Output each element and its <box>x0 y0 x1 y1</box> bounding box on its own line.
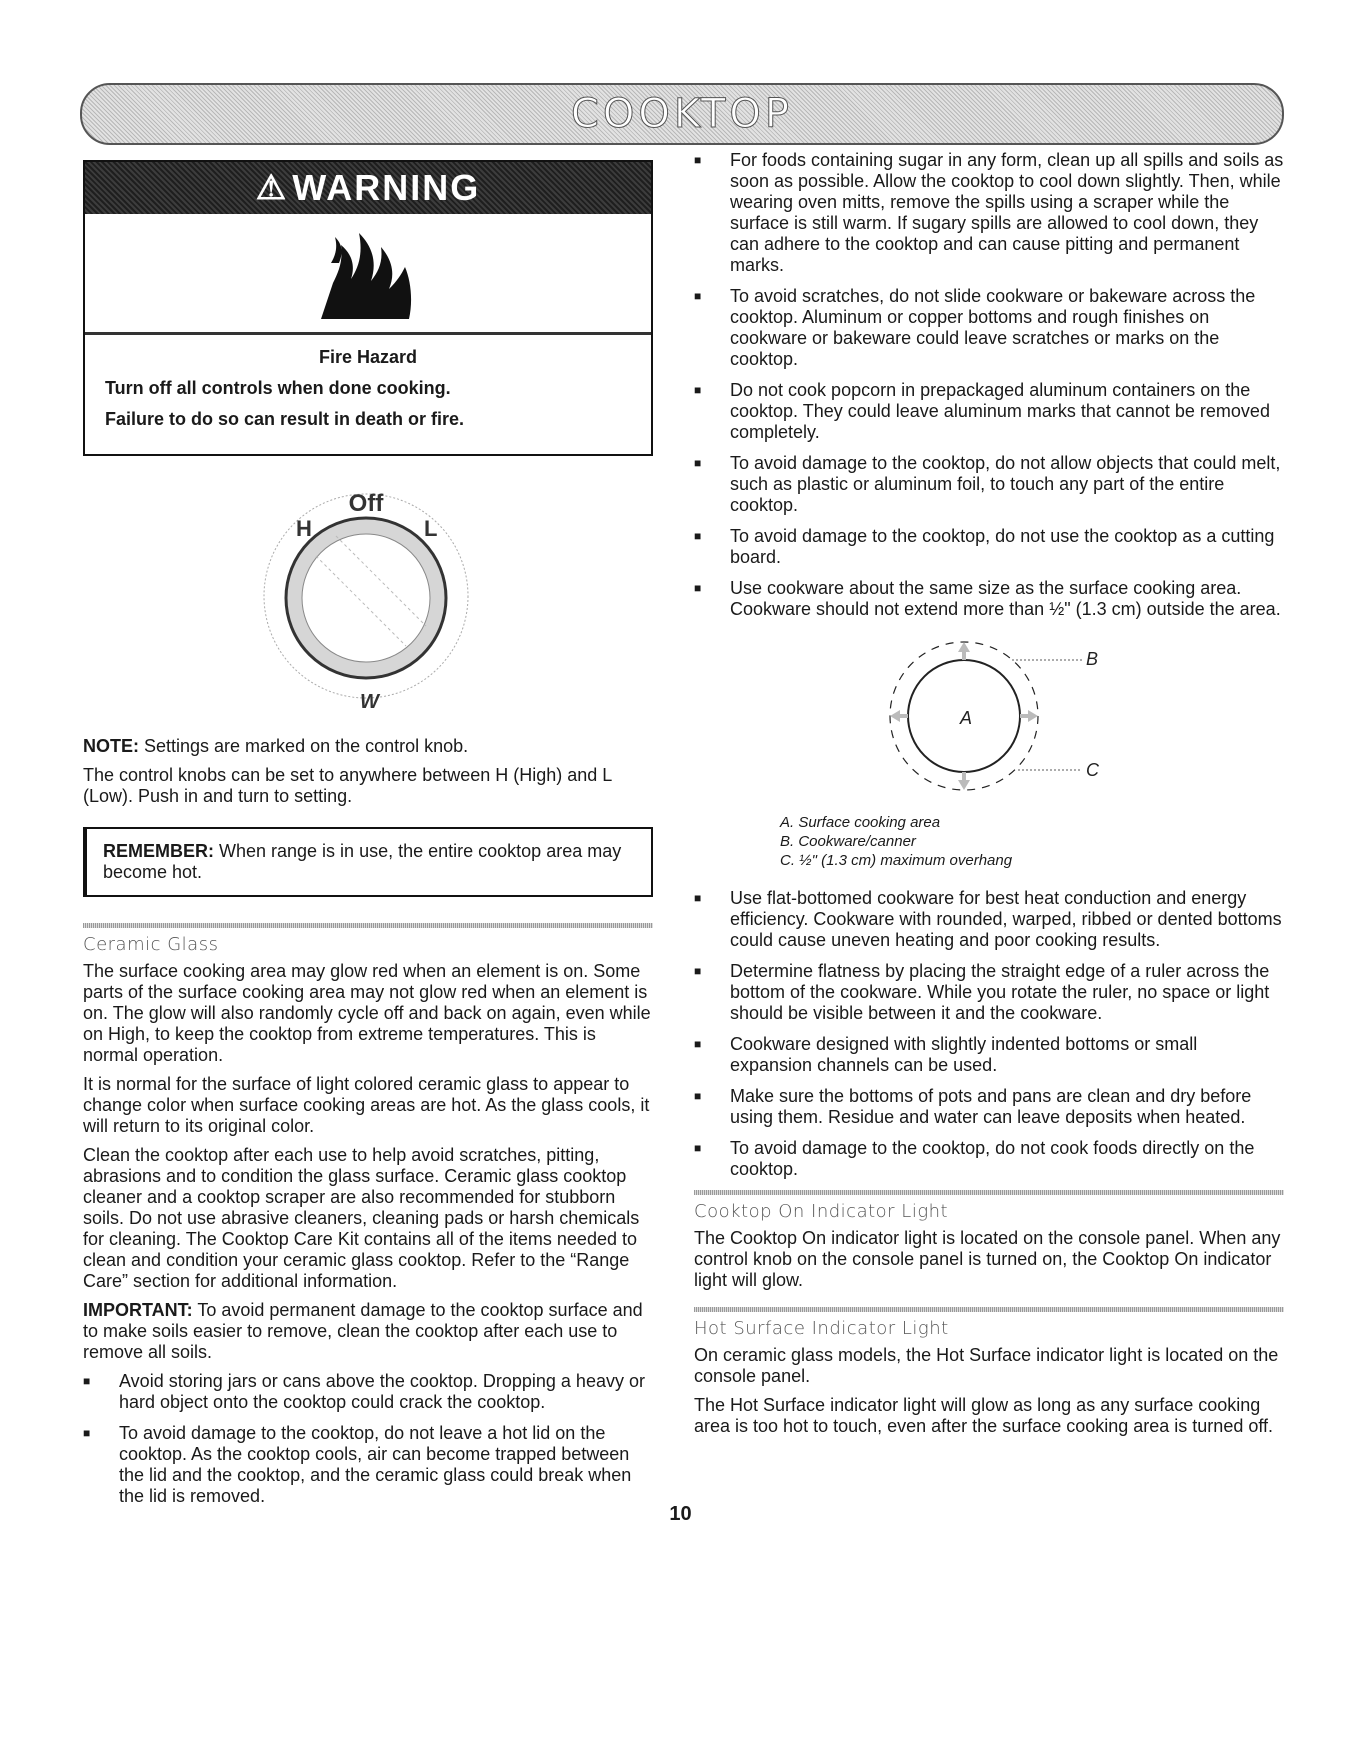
remember-text: When range is in use, the entire cooktop area may become hot. <box>103 841 622 882</box>
hot-surface-paragraph-2: The Hot Surface indicator light will glow as long as any surface cooking area is too hot to touch, even after the surface cooking area is turned off. <box>694 1395 1274 1436</box>
note-label: NOTE: <box>83 736 139 756</box>
list-item: ■ Use cookware about the same size as the surface cooking area. Cookware should not extend more than ½" (1.3 cm) outside the area. <box>694 578 1284 620</box>
diagram-caption-c: C. ½" (1.3 cm) maximum overhang <box>780 852 1013 869</box>
section-divider <box>694 1307 1284 1312</box>
fire-icon <box>313 223 423 323</box>
list-item: ■ For foods containing sugar in any form, clean up all spills and soils as soon as possible. Allow the cooktop to cool down slightly. Then, while wearing oven mitts, remove the spills using a scraper while the surface is still warm. If sugary spills are allowed to cool down, they can adhere to the cooktop and can cause pitting and permanent marks. <box>694 150 1284 276</box>
list-item: ■ To avoid damage to the cooktop, do not use the cooktop as a cutting board. <box>694 526 1284 568</box>
important-paragraph <box>83 1300 653 1363</box>
left-column <box>83 160 653 1517</box>
warning-triangle-icon: ⚠ <box>255 169 289 207</box>
section-divider <box>83 923 653 928</box>
section-banner <box>80 83 1284 145</box>
ceramic-paragraph-2: It is normal for the surface of light colored ceramic glass to appear to change color when surface cooking areas are hot. As the glass cools, it will return to its original color. <box>83 1074 650 1136</box>
knob-w-label: W <box>360 691 379 713</box>
ceramic-paragraph-1: The surface cooking area may glow red when an element is on. Some parts of the surface cooking area may not glow red when an element is on. The glow will also randomly cycle off and back on again, even while on High, to keep the cooktop from extreme temperatures. This is normal operation. <box>83 961 651 1065</box>
hot-surface-heading: Hot Surface Indicator Light <box>694 1318 949 1339</box>
page-number: 10 <box>669 1503 692 1525</box>
note-text: Settings are marked on the control knob. <box>139 736 469 756</box>
note-paragraph <box>83 736 653 757</box>
knob-setting-text: The control knobs can be set to anywhere between H (High) and L (Low). Push in and turn to setting. <box>83 765 612 806</box>
knob-l-label: L <box>424 516 438 541</box>
list-item: ■ Determine flatness by placing the straight edge of a ruler across the bottom of the cookware. While you rotate the ruler, no space or light should be visible between it and the cookware. <box>694 961 1284 1024</box>
list-item: ■ Make sure the bottoms of pots and pans are clean and dry before using them. Residue and water can leave deposits when heated. <box>694 1086 1284 1128</box>
diagram-caption-b: B. Cookware/canner <box>780 833 916 850</box>
remember-box <box>83 827 653 897</box>
remember-label: REMEMBER: <box>103 841 214 861</box>
care-bullet-list <box>694 150 1284 620</box>
cookware-diagram-icon <box>864 630 1104 800</box>
control-knob-illustration <box>83 466 649 736</box>
list-item: ■ Cookware designed with slightly indented bottoms or small expansion channels can be used. <box>694 1034 1284 1076</box>
section-divider <box>694 1190 1284 1195</box>
diagram-label-a: A <box>960 708 973 728</box>
important-text: To avoid permanent damage to the cooktop surface and to make soils easier to remove, clean the cooktop after each use to remove all soils. <box>83 1300 643 1362</box>
fire-icon-area <box>85 214 651 335</box>
right-column <box>694 150 1284 1445</box>
knob-off-label: Off <box>348 490 384 517</box>
cookware-size-diagram <box>864 630 1284 805</box>
warning-hazard: Fire Hazard <box>318 347 418 367</box>
cooktop-on-text: The Cooktop On indicator light is located on the console panel. When any control knob on the console panel is turned on, the Cooktop On indicator light will glow. <box>694 1228 1281 1290</box>
section-title: COOKTOP <box>570 91 794 137</box>
list-item: ■ Avoid storing jars or cans above the cooktop. Dropping a heavy or hard object onto the cooktop could crack the cooktop. <box>83 1371 653 1413</box>
ceramic-glass-heading: Ceramic Glass <box>83 934 219 955</box>
knob-h-label: H <box>296 516 312 541</box>
diagram-label-b: B <box>1086 649 1099 669</box>
ceramic-paragraph-3: Clean the cooktop after each use to help avoid scratches, pitting, abrasions and to condition the glass surface. Ceramic glass cooktop cleaner and a cooktop scraper are also recommended for stubborn soils. Do not use abrasive cleaners, cleaning pads or harsh chemicals for cleaning. The Cooktop Care Kit contains all of the items needed to clean and condition your ceramic glass cooktop. Refer to the “Range Care” section for additional information. <box>83 1145 640 1291</box>
diagram-caption-a: A. Surface cooking area <box>780 814 941 831</box>
diagram-label-c: C <box>1086 760 1099 780</box>
warning-box <box>83 160 653 456</box>
warning-heading <box>85 162 651 214</box>
list-item: ■ To avoid damage to the cooktop, do not cook foods directly on the cooktop. <box>694 1138 1284 1180</box>
warning-label: WARNING <box>292 167 481 208</box>
cooktop-on-heading: Cooktop On Indicator Light <box>694 1201 949 1222</box>
important-label: IMPORTANT: <box>83 1300 193 1320</box>
cookware-bullet-list <box>694 888 1284 1180</box>
list-item: ■ To avoid damage to the cooktop, do not allow objects that could melt, such as plastic or aluminum foil, to touch any part of the entire cooktop. <box>694 453 1284 516</box>
list-item: ■ To avoid scratches, do not slide cookware or bakeware across the cooktop. Aluminum or copper bottoms and rough finishes on cookware or bakeware could leave scratches or marks on the cooktop. <box>694 286 1284 370</box>
ceramic-bullet-list <box>83 1371 653 1507</box>
warning-line-1: Turn off all controls when done cooking. <box>105 378 451 398</box>
list-item: ■ To avoid damage to the cooktop, do not leave a hot lid on the cooktop. As the cooktop cools, air can become trapped between the lid and the cooktop, and the ceramic glass could break when the lid is removed. <box>83 1423 653 1507</box>
hot-surface-paragraph-1: On ceramic glass models, the Hot Surface indicator light is located on the console panel. <box>694 1345 1279 1386</box>
list-item: ■ Do not cook popcorn in prepackaged aluminum containers on the cooktop. They could leave aluminum marks that cannot be removed completely. <box>694 380 1284 443</box>
list-item: ■ Use flat-bottomed cookware for best heat conduction and energy efficiency. Cookware with rounded, warped, ribbed or dented bottoms could cause uneven heating and poor cooking results. <box>694 888 1284 951</box>
warning-line-2: Failure to do so can result in death or fire. <box>105 409 465 429</box>
control-knob-icon <box>256 466 476 716</box>
warning-text <box>85 335 651 454</box>
